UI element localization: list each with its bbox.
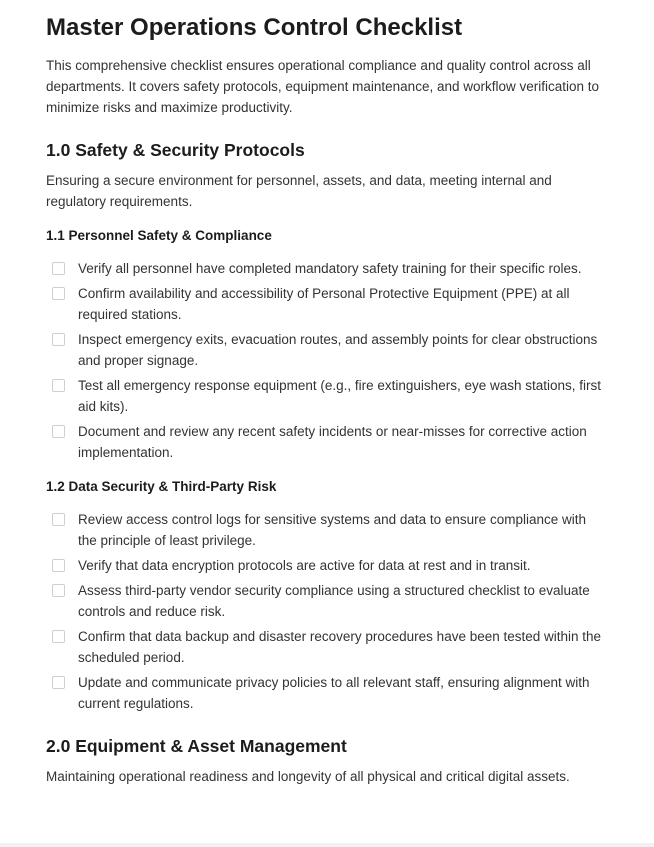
checkbox[interactable] xyxy=(52,676,65,689)
intro-paragraph: This comprehensive checklist ensures operational compliance and quality control across all departments. It covers safety protocols, equipment maintenance, and workflow verification to minimize risks and maximize productivity. xyxy=(46,58,600,115)
checklist-item-text: Assess third-party vendor security compliance using a structured checklist to evaluate controls and reduce risk. xyxy=(78,583,590,619)
checkbox[interactable] xyxy=(52,287,65,300)
checklist-data-security xyxy=(46,512,608,714)
checkbox[interactable] xyxy=(52,379,65,392)
checklist-item-text: Confirm that data backup and disaster recovery procedures have been tested within the scheduled period. xyxy=(78,629,602,665)
checklist-item-text: Inspect emergency exits, evacuation routes, and assembly points for clear obstructions and proper signage. xyxy=(78,332,598,368)
subsection-heading-data-security: 1.2 Data Security & Third-Party Risk xyxy=(46,479,277,494)
checklist-item xyxy=(46,629,608,668)
checklist-item xyxy=(46,261,608,279)
checklist-item-text: Confirm availability and accessibility of Personal Protective Equipment (PPE) at all required stations. xyxy=(78,286,570,322)
checkbox[interactable] xyxy=(52,425,65,438)
checklist-item-text: Verify all personnel have completed mandatory safety training for their specific roles. xyxy=(78,261,582,276)
checkbox[interactable] xyxy=(52,630,65,643)
checkbox[interactable] xyxy=(52,584,65,597)
checklist-item xyxy=(46,332,608,371)
section-heading-equipment-asset: 2.0 Equipment & Asset Management xyxy=(46,736,347,756)
checklist-item xyxy=(46,558,608,576)
checkbox[interactable] xyxy=(52,559,65,572)
checklist-item xyxy=(46,675,608,714)
checklist-item-text: Update and communicate privacy policies to all relevant staff, ensuring alignment with current regulations. xyxy=(78,675,590,711)
section-heading-safety-security: 1.0 Safety & Security Protocols xyxy=(46,140,305,160)
section-description-equipment-asset: Maintaining operational readiness and longevity of all physical and critical digital assets. xyxy=(46,769,570,784)
section-description-safety-security: Ensuring a secure environment for personnel, assets, and data, meeting internal and regulatory requirements. xyxy=(46,173,552,209)
checklist-item-text: Review access control logs for sensitive systems and data to ensure compliance with the principle of least privilege. xyxy=(78,512,586,548)
page-title: Master Operations Control Checklist xyxy=(46,14,463,41)
checklist-item-text: Document and review any recent safety incidents or near-misses for corrective action implementation. xyxy=(78,424,587,460)
checklist-item xyxy=(46,424,608,463)
checkbox[interactable] xyxy=(52,262,65,275)
checklist-item xyxy=(46,378,608,417)
checkbox[interactable] xyxy=(52,513,65,526)
checklist-personnel-safety xyxy=(46,261,608,463)
checklist-item xyxy=(46,583,608,622)
checklist-item xyxy=(46,286,608,325)
checkbox[interactable] xyxy=(52,333,65,346)
subsection-heading-personnel-safety: 1.1 Personnel Safety & Compliance xyxy=(46,228,272,243)
checklist-item-text: Verify that data encryption protocols are active for data at rest and in transit. xyxy=(78,558,531,573)
checklist-item-text: Test all emergency response equipment (e.g., fire extinguishers, eye wash stations, first aid kits). xyxy=(78,378,601,414)
page-bottom-edge xyxy=(0,843,654,847)
checklist-item xyxy=(46,512,608,551)
